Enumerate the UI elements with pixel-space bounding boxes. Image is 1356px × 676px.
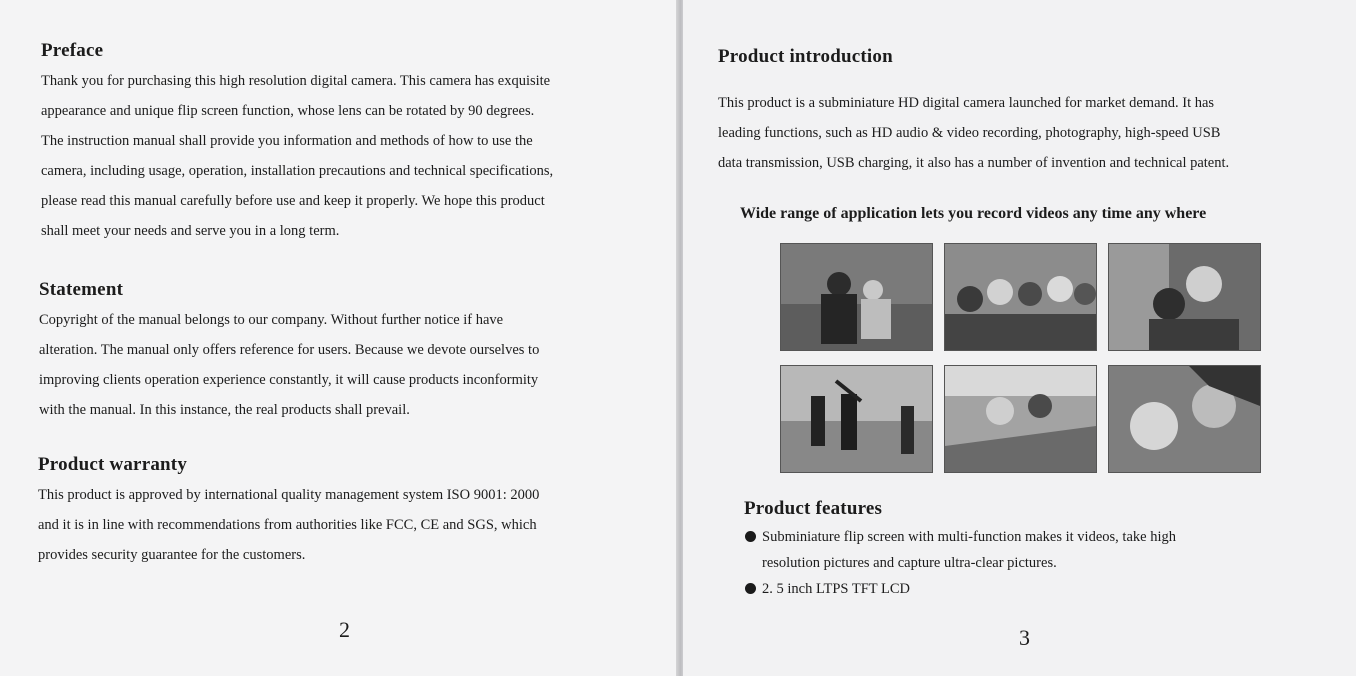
- preface-line: appearance and unique flip screen function, whose lens can be rotated by 90 degrees.: [41, 103, 535, 119]
- statement-heading: Statement: [39, 279, 124, 300]
- statement-line: alteration. The manual only offers reference for users. Because we devote ourselves to: [39, 342, 540, 358]
- preface-line: shall meet your needs and serve you in a long term.: [41, 223, 340, 239]
- bullet-icon: [745, 583, 756, 594]
- bullet-icon: [745, 531, 756, 542]
- warranty-text: [38, 480, 649, 570]
- preface-line: camera, including usage, operation, installation precautions and technical specifications,: [41, 163, 554, 179]
- photo-couple-hat: [780, 243, 933, 351]
- feature-text-continued: resolution pictures and capture ultra-clear pictures.: [762, 555, 1057, 571]
- preface-line: The instruction manual shall provide you information and methods of how to use the: [41, 133, 533, 149]
- introduction-line: data transmission, USB charging, it also has a number of invention and technical patent.: [718, 155, 1230, 171]
- page-number-right: 3: [1019, 625, 1030, 650]
- statement-line: improving clients operation experience constantly, it will cause products inconformity: [39, 372, 539, 388]
- statement-line: Copyright of the manual belongs to our company. Without further notice if have: [39, 312, 504, 328]
- photo-group-friends: [944, 243, 1097, 351]
- feature-item: [745, 524, 1305, 576]
- application-photo-collage: [780, 243, 1260, 473]
- introduction-heading: Product introduction: [718, 46, 893, 67]
- preface-text: [41, 66, 648, 246]
- warranty-line: This product is approved by international quality management system ISO 9001: 2000: [38, 487, 540, 503]
- warranty-line: and it is in line with recommendations from authorities like FCC, CE and SGS, which: [38, 517, 537, 533]
- page-number-left: 2: [339, 617, 350, 642]
- preface-heading: Preface: [41, 40, 104, 61]
- photo-beach-family: [944, 365, 1097, 473]
- photo-runners: [780, 365, 933, 473]
- photo-parent-child: [1108, 365, 1261, 473]
- introduction-line: This product is a subminiature HD digital camera launched for market demand. It has: [718, 95, 1215, 111]
- feature-item: [745, 576, 1305, 602]
- statement-line: with the manual. In this instance, the real products shall prevail.: [39, 402, 410, 418]
- features-list: [745, 524, 1305, 602]
- preface-line: Thank you for purchasing this high resolution digital camera. This camera has exquisite: [41, 73, 551, 89]
- warranty-line: provides security guarantee for the customers.: [38, 547, 306, 563]
- introduction-text: [718, 88, 1320, 178]
- application-heading: Wide range of application lets you record videos any time any where: [740, 205, 1207, 222]
- warranty-heading: Product warranty: [38, 454, 188, 475]
- statement-text: [39, 305, 648, 425]
- preface-line: please read this manual carefully before use and keep it properly. We hope this product: [41, 193, 545, 209]
- introduction-line: leading functions, such as HD audio & video recording, photography, high-speed USB: [718, 125, 1221, 141]
- features-heading: Product features: [744, 498, 883, 519]
- feature-text: Subminiature flip screen with multi-function makes it videos, take high: [762, 529, 1176, 545]
- photo-family: [1108, 243, 1261, 351]
- feature-text: 2. 5 inch LTPS TFT LCD: [762, 581, 910, 597]
